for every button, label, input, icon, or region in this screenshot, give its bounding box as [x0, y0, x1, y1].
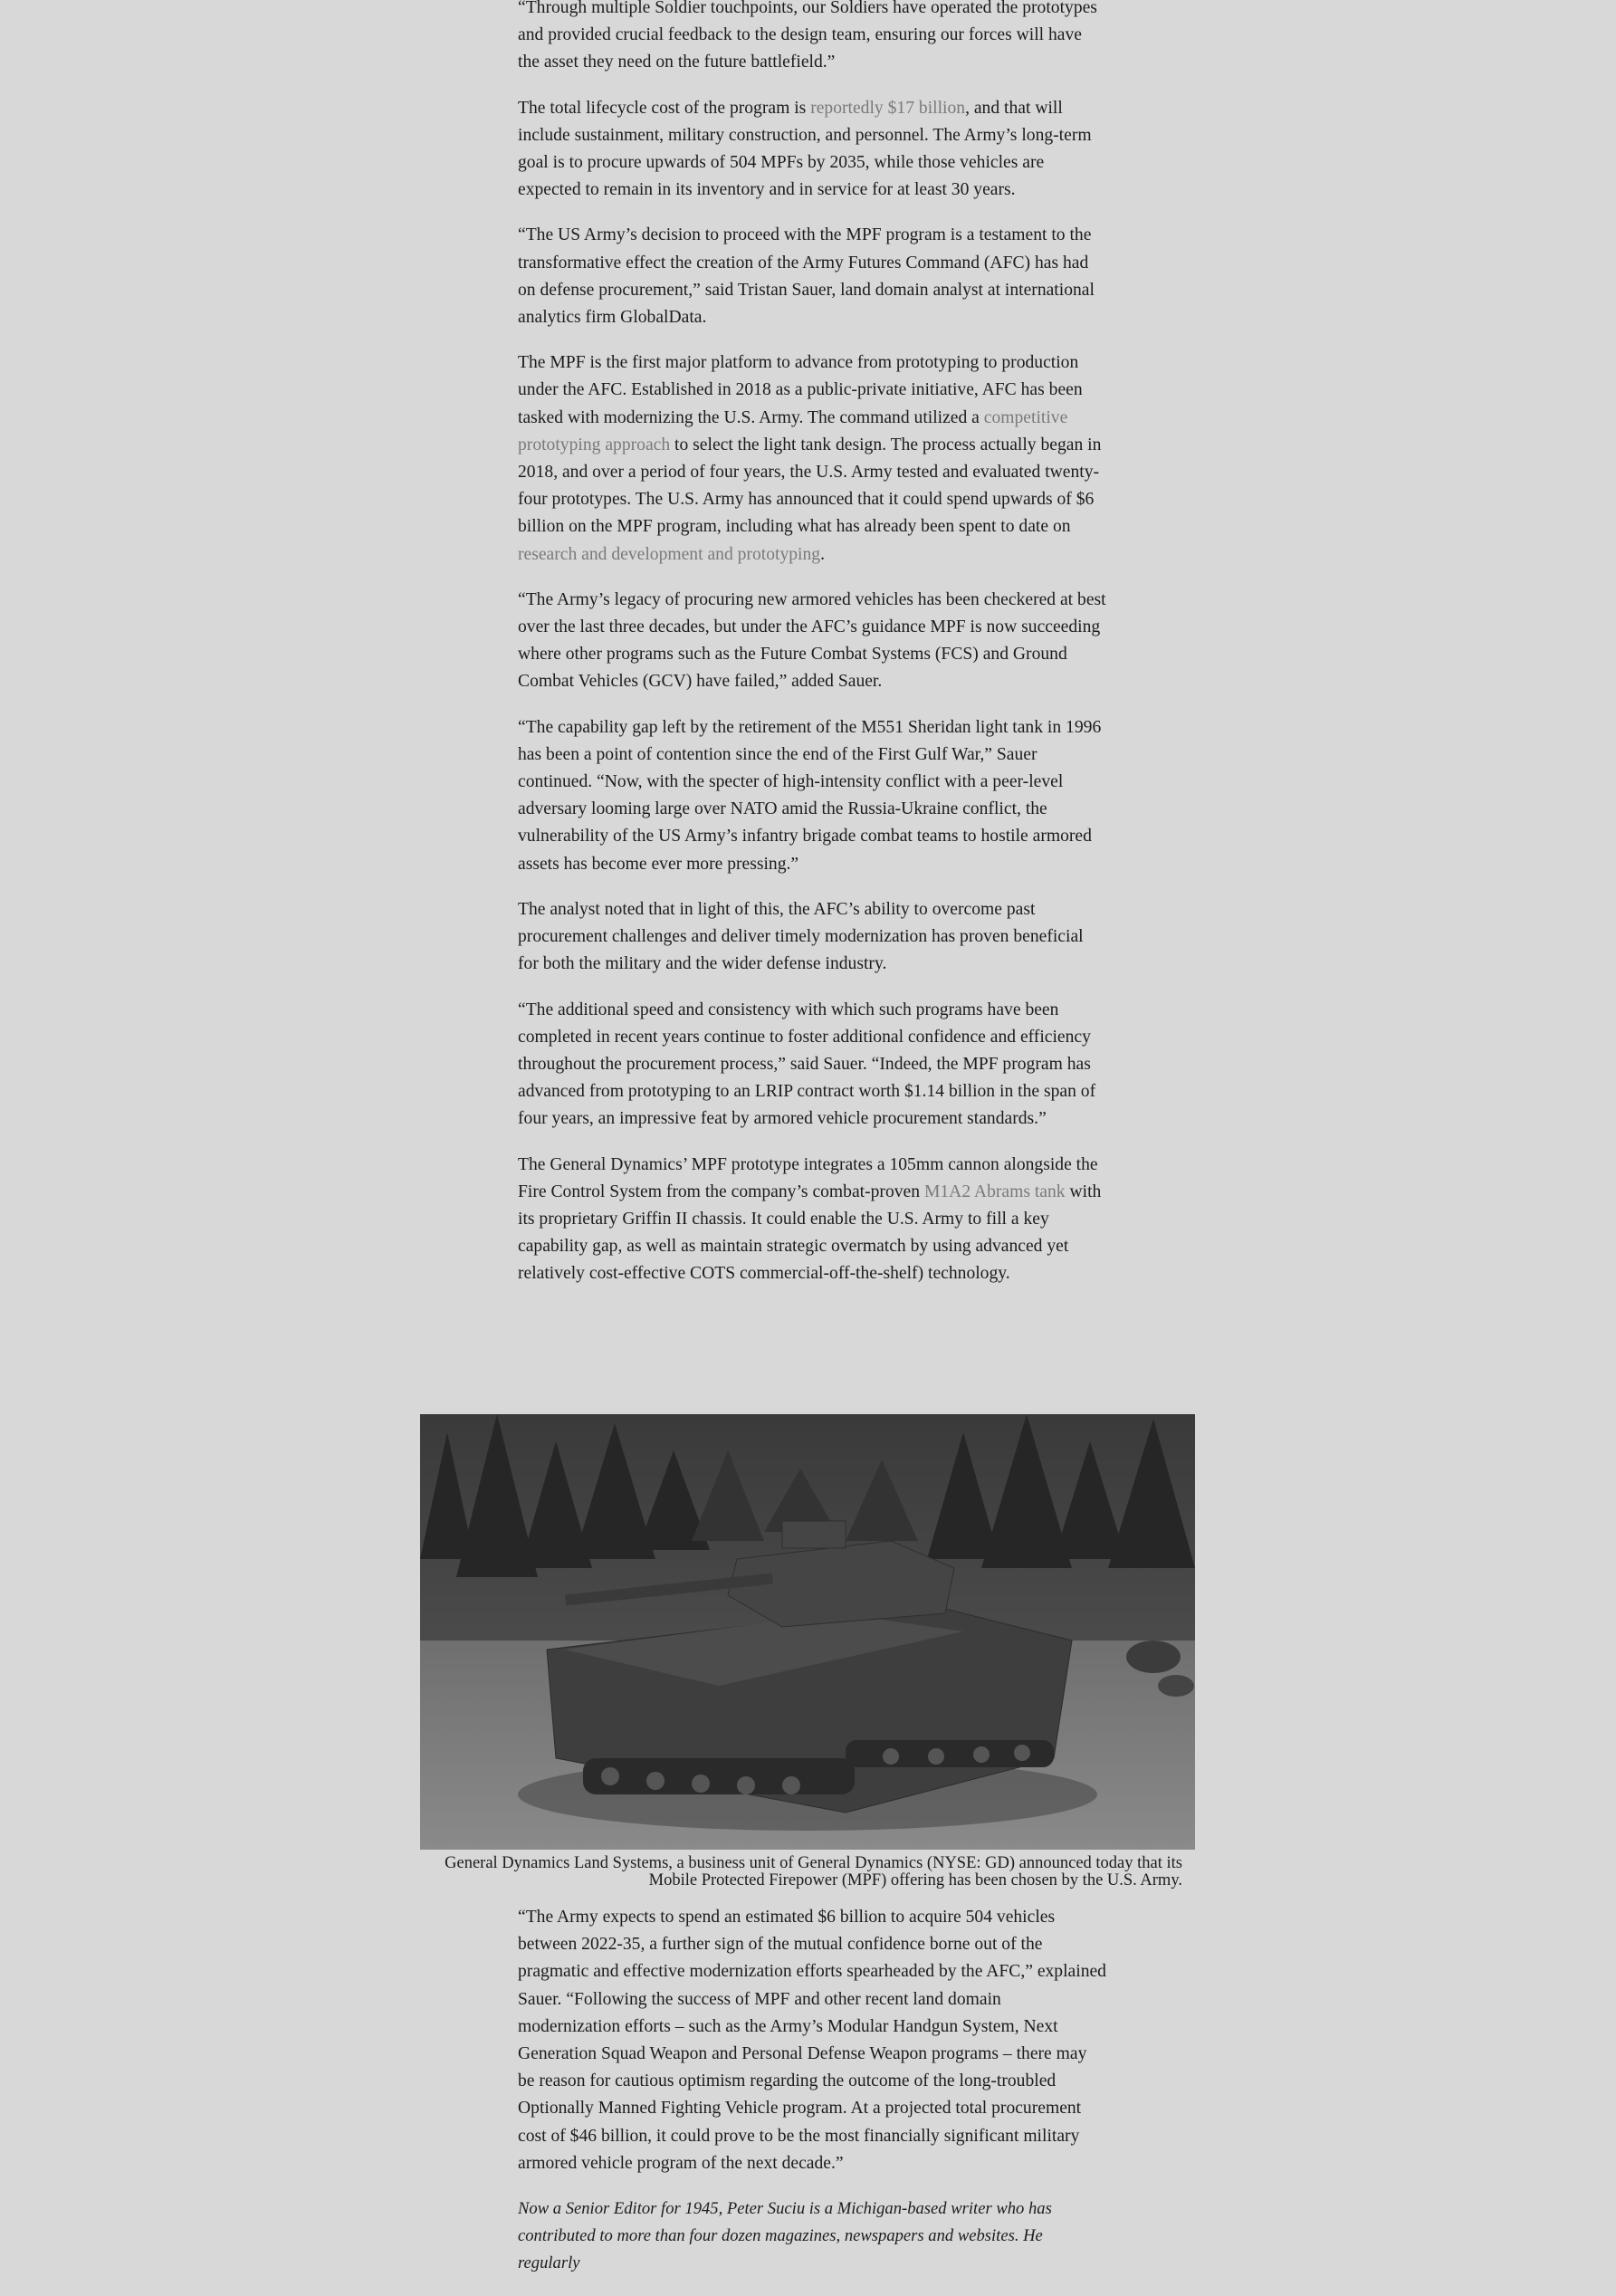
- text: The total lifecycle cost of the program is: [518, 98, 811, 118]
- paragraph: [518, 95, 1106, 205]
- paragraph: The analyst noted that in light of this, the AFC’s ability to overcome past procurement challenges and deliver timely modernization has proven beneficial for both the military and the wider defense industry.: [518, 899, 1084, 974]
- tank-photo: [420, 1414, 1195, 1850]
- text: The General Dynamics’ MPF prototype integrates a 105mm cannon alongside the Fire Control System from the company’s combat-proven: [518, 1154, 1098, 1201]
- paragraph: “Through multiple Soldier touchpoints, our Soldiers have operated the prototypes and provided crucial feedback to the design team, ensuring our forces will have the asset they need on the future battlefield.”: [518, 0, 1097, 72]
- paragraph: [518, 1152, 1106, 1288]
- paragraph: “The Army’s legacy of procuring new armored vehicles has been checkered at best over the last three decades, but under the AFC’s guidance MPF is now succeeding where other programs such as the Future Combat Systems (FCS) and Ground Combat Vehicles (GCV) have failed,” added Sauer.: [518, 589, 1106, 692]
- link-m1a2-abrams[interactable]: M1A2 Abrams tank: [923, 1181, 1066, 1201]
- article-body-top: [518, 0, 1106, 1306]
- link-research-development[interactable]: research and development and prototyping: [518, 544, 821, 564]
- paragraph: “The US Army’s decision to proceed with the MPF program is a testament to the transformative effect the creation of the Army Futures Command (AFC) has had on defense procurement,” said Tristan Sauer, land domain analyst at international analytics firm GlobalData.: [518, 225, 1095, 328]
- link-17-billion[interactable]: reportedly $17 billion: [810, 98, 966, 118]
- paragraph: “The capability gap left by the retirement of the M551 Sheridan light tank in 1996 has been a point of contention since the end of the First Gulf War,” Sauer continued. “Now, with the specter of high-intensity conflict with a peer-level adversary looming large over NATO amid the Russia-Ukraine conflict, the vulnerability of the US Army’s infantry brigade combat teams to hostile armored assets has become ever more pressing.”: [518, 717, 1102, 874]
- text: The MPF is the first major platform to advance from prototyping to production under the AFC. Established in 2018 as a public-private initiative, AFC has been tasked with modernizing the U.S. Army. The command utilized a: [518, 353, 1083, 427]
- article-figure: [420, 1414, 1195, 1889]
- article-body-bottom: [518, 1904, 1106, 2296]
- text: with its proprietary Griffin II chassis. It could enable the U.S. Army to fill a key capability gap, as well as maintain strategic overmatch by using advanced yet relatively cost-effective COTS commercial-off-the-shelf) technology.: [518, 1181, 1102, 1284]
- figure-caption: General Dynamics Land Systems, a business unit of General Dynamics (NYSE: GD) announced today that its Mobile Protected Firepower (MPF) offering has been chosen by the U.S. Army.: [445, 1854, 1182, 1889]
- text: to select the light tank design. The process actually began in 2018, and over a period of four years, the U.S. Army tested and evaluated twenty-four prototypes. The U.S. Army has announced that it could spend upwards of $6 billion on the MPF program, including what has already been spent to date on: [518, 435, 1102, 537]
- link-competitive-prototyping[interactable]: competitive prototyping approach: [518, 407, 1068, 454]
- text: .: [820, 544, 825, 564]
- author-bio: Now a Senior Editor for 1945, Peter Suciu is a Michigan-based writer who has contributed to more than four dozen magazines, newspapers and websites. He regularly: [518, 2199, 1052, 2273]
- paragraph: “The additional speed and consistency with which such programs have been completed in recent years continue to foster additional confidence and efficiency throughout the procurement process,” said Sauer. “Indeed, the MPF program has advanced from prototyping to an LRIP contract worth $1.14 billion in the span of four years, an impressive feat by armored vehicle procurement standards.”: [518, 1000, 1096, 1129]
- paragraph: [518, 349, 1106, 569]
- paragraph: “The Army expects to spend an estimated $6 billion to acquire 504 vehicles between 2022-35, a further sign of the mutual confidence borne out of the pragmatic and effective modernization efforts spearheaded by the AFC,” explained Sauer. “Following the success of MPF and other recent land domain modernization efforts – such as the Army’s Modular Handgun System, Next Generation Squad Weapon and Personal Defense Weapon programs – there may be reason for cautious optimism regarding the outcome of the long-troubled Optionally Manned Fighting Vehicle program. At a projected total procurement cost of $46 billion, it could prove to be the most financially significant military armored vehicle program of the next decade.”: [518, 1908, 1106, 2173]
- text: , and that will include sustainment, military construction, and personnel. The Army’s long-term goal is to procure upwards of 504 MPFs by 2035, while those vehicles are expected to remain in its inventory and in service for at least 30 years.: [518, 98, 1092, 200]
